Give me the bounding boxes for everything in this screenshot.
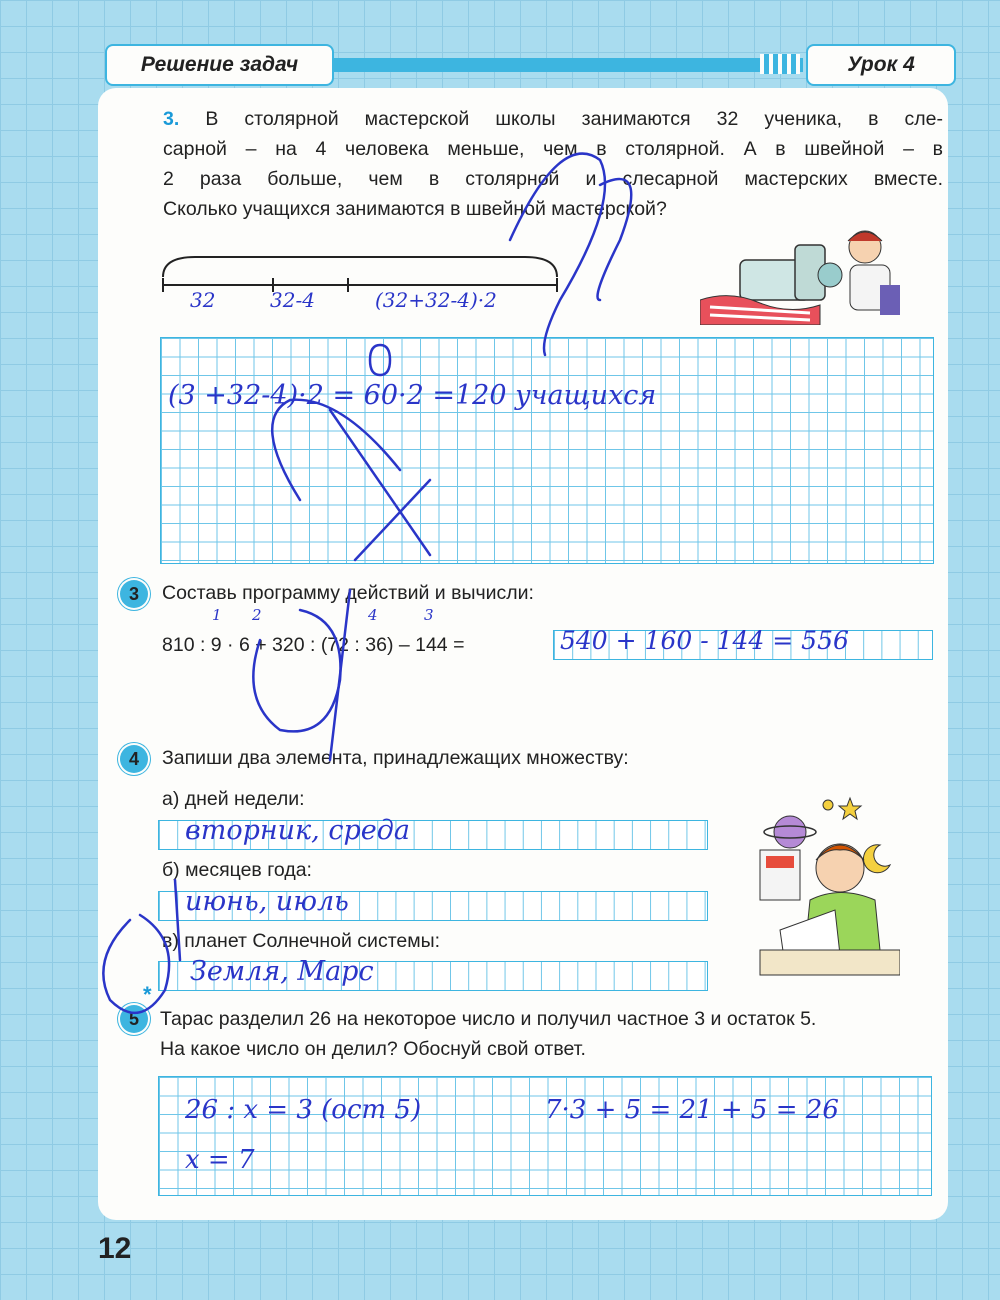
diagram-label-2: 32-4: [270, 288, 315, 312]
lesson-label: Урок 4: [806, 44, 956, 86]
exercise4-prompt: Запиши два элемента, принадлежащих множеству:: [162, 747, 629, 769]
task3-line-3: 2 раза больше, чем в столярной и слесарной мастерских вместе.: [163, 168, 943, 190]
exercise5-number-badge: 5: [120, 1005, 148, 1033]
set-label-planets: в) планет Солнечной системы:: [162, 930, 441, 952]
task3-line-4: Сколько учащихся занимаются в швейной мастерской?: [163, 198, 667, 220]
exercise3-prompt: Составь программу действий и вычисли:: [162, 582, 534, 604]
exercise5-line-2: На какое число он делил? Обоснуй свой ответ.: [160, 1038, 586, 1060]
order-mark-3: 3: [424, 606, 434, 624]
exercise5-line-1: Тарас разделил 26 на некоторое число и получил частное 3 и остаток 5.: [160, 1008, 817, 1030]
exercise4-number-badge: 4: [120, 745, 148, 773]
task3-handwritten-solution: (3 +32-4)·2 = 60·2 =120 учащихся: [168, 380, 657, 411]
months-handwritten-answer: июнь, июль: [185, 886, 349, 917]
task3-answer-grid[interactable]: [160, 337, 934, 564]
order-mark-4: 4: [368, 606, 378, 624]
task3-line-2: сарной – на 4 человека меньше, чем в столярной. А в швейной – в: [163, 138, 943, 160]
exercise3-handwritten-answer: 540 + 160 - 144 = 556: [560, 626, 849, 655]
diagram-label-1: 32: [190, 288, 216, 312]
task3-line-1: 3. В столярной мастерской школы занимаются 32 ученика, в сле-: [163, 108, 943, 130]
exercise5-handwritten-equation: 26 : x = 3 (ост 5): [185, 1095, 422, 1125]
exercise5-star: *: [143, 982, 152, 1007]
exercise3-expression: 810 : 9 · 6 + 320 : (72 : 36) – 144 =: [162, 634, 465, 656]
page-number: 12: [98, 1232, 132, 1265]
order-mark-1: 1: [212, 606, 222, 624]
diagram-label-3: (32+32-4)·2: [375, 288, 497, 312]
section-title: Решение задач: [105, 44, 334, 86]
set-label-months: б) месяцев года:: [162, 859, 312, 881]
exercise5-handwritten-check: 7·3 + 5 = 21 + 5 = 26: [545, 1095, 839, 1125]
seamstress-illustration: [700, 215, 900, 325]
task3-text: [163, 104, 943, 224]
header-ticks: [760, 54, 800, 74]
weekdays-handwritten-answer: вторник, среда: [185, 815, 410, 846]
planets-handwritten-answer: Земля, Марс: [190, 956, 374, 987]
set-label-weekdays: а) дней недели:: [162, 788, 305, 810]
task3-number: 3.: [163, 108, 180, 130]
segment-diagram: [155, 245, 575, 325]
exercise5-handwritten-x: x = 7: [185, 1145, 255, 1175]
order-mark-2: 2: [252, 606, 262, 624]
exercise5-answer-grid[interactable]: [158, 1076, 932, 1196]
boy-thinking-illustration: [740, 790, 900, 980]
exercise3-number-badge: 3: [120, 580, 148, 608]
